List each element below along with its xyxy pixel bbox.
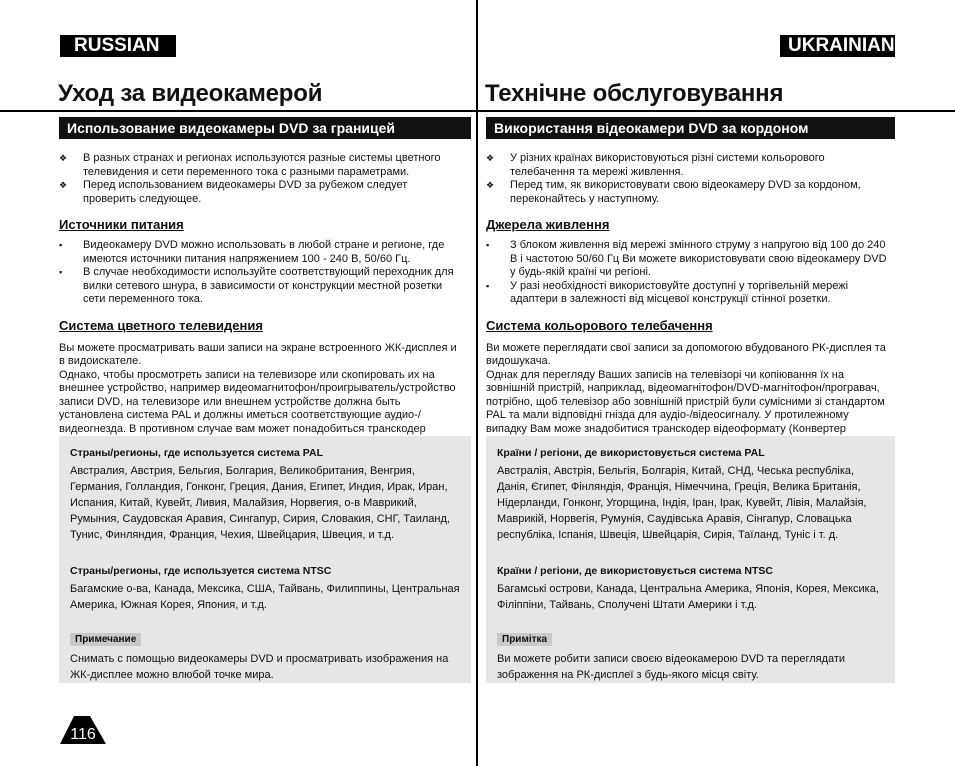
center-divider <box>476 0 478 766</box>
power-text: В случае необходимости используйте соответствующий переходник для вилки сетевого шнура, в зависимости от конструкции местной розетки сети переменного тока. <box>83 266 454 305</box>
section-heading-ukrainian: Використання відеокамери DVD за кордоном <box>486 117 895 139</box>
note-label: Примечание <box>70 633 141 646</box>
power-item <box>59 266 463 307</box>
tv-system-heading: Система цветного телевидения <box>59 317 263 333</box>
square-bullet-icon: ▪ <box>59 267 63 277</box>
intro-text: В разных странах и регионах используются разные системы цветного телевидения и сети переменного тока с разными параметрами. <box>83 152 441 178</box>
intro-item <box>486 179 892 206</box>
ntsc-countries: Багамські острови, Канада, Центральна Америка, Японія, Корея, Мексика, Філіппіни, Тайвань, Сполучені Штати Америки і т.д. <box>497 583 879 611</box>
diamond-bullet-icon: ❖ <box>486 153 495 163</box>
right-title-rule <box>478 110 955 112</box>
tv-paragraph-1: Вы можете просматривать ваши записи на экране встроенного ЖК-дисплея и в видоискателе. <box>59 341 457 367</box>
square-bullet-icon: ▪ <box>486 280 490 291</box>
tv-paragraph-2: Однак для перегляду Ваших записів на телевізорі чи копіювання їх на зовнішній пристрій, наприклад, відеомагнітофон/DVD-магнітофон/програвач, потрібно, щоб телевізор або зовнішній пристрій були сумісними зі стандартом PAL та мали відповідні гнізда для аудіо-/відеосигналу. У протилежному випадку Вам може знадобитися транскодер відеоформату (Конвертер <box>486 368 885 435</box>
section-heading-russian: Использование видеокамеры DVD за границей <box>59 117 471 139</box>
square-bullet-icon: ▪ <box>486 240 490 250</box>
note-label: Примітка <box>497 633 552 646</box>
note-text: Ви можете робити записи своєю відеокамерою DVD та переглядати зображення на РК-дисплеї з будь-якого місця світу. <box>497 653 846 681</box>
ntsc-countries: Багамские о-ва, Канада, Мексика, США, Тайвань, Филиппины, Центральная Америка, Южная Корея, Япония, и т.д. <box>70 583 460 611</box>
language-label-ukrainian: UKRAINIAN <box>780 35 895 57</box>
intro-text: У різних країнах використовуються різні системи кольорового телебачення та мережі живлення. <box>510 152 825 178</box>
page-number-badge <box>60 716 106 744</box>
intro-text: Перед тим, як використовувати свою відеокамеру DVD за кордоном, переконайтесь у наступному. <box>510 179 861 205</box>
ntsc-heading: Страны/регионы, где используется система NTSC <box>70 565 332 577</box>
power-heading: Джерела живлення <box>486 217 610 232</box>
page-title-russian: Уход за видеокамерой <box>58 80 323 107</box>
left-title-rule <box>0 110 476 112</box>
note-text: Снимать с помощью видеокамеры DVD и просматривать изображения на ЖК-дисплее можно влюбой точке мира. <box>70 653 449 681</box>
power-text: З блоком живлення від мережі змінного струму з напругою від 100 до 240 В і частотою 50/60 Гц Ви можете використовувати свою відеокамеру DVD у будь-якій країні чи регіоні. <box>510 239 887 278</box>
intro-item <box>59 152 463 179</box>
power-text: Видеокамеру DVD можно использовать в любой стране и регионе, где имеются источники питания напряжением 100 - 240 В, 50/60 Гц. <box>83 239 445 265</box>
tv-paragraph-2: Однако, чтобы просмотреть записи на телевизоре или скопировать их на внешнее устройство, например видеомагнитофон/проигрыватель/устройство записи DVD, на телевизоре или внешнем устройстве должна быть установлена система PAL и должны иметься соответствующие аудио-/видеогнезда. В противном случае вам может понадобиться транскодер <box>59 368 456 435</box>
diamond-bullet-icon: ❖ <box>59 180 68 190</box>
pal-countries: Австралія, Австрія, Бельгія, Болгарія, Китай, СНД, Чеська республіка, Данія, Єгипет, Фінляндія, Франція, Німеччина, Греція, Велика Британія, Нідерланди, Гонконг, Угорщина, Індія, Іран, Ірак, Кувейт, Лівія, Малайзія, Маврикій, Норвегія, Румунія, Саудівська Аравія, Сінгапур, Словацька республіка, Іспанія, Швеція, Швейцарія, Сирія, Таїланд, Туніс і т. д. <box>497 465 867 541</box>
language-label-russian: RUSSIAN <box>60 35 176 57</box>
square-bullet-icon: ▪ <box>59 240 63 250</box>
diamond-bullet-icon: ❖ <box>59 153 68 163</box>
power-item <box>59 239 463 266</box>
countries-box-ukrainian <box>486 436 895 683</box>
power-item <box>486 280 892 307</box>
diamond-bullet-icon: ❖ <box>486 180 495 190</box>
intro-item <box>486 152 892 179</box>
tv-paragraph-1: Ви можете переглядати свої записи за допомогою вбудованого РК-дисплея та видошукача. <box>486 341 886 367</box>
ntsc-heading: Країни / регіони, де використовується система NTSC <box>497 565 773 577</box>
pal-countries: Австралия, Австрия, Бельгия, Болгария, Великобритания, Венгрия, Германия, Голландия, Гонконг, Греция, Дания, Египет, Индия, Ирак, Иран, Испания, Китай, Кувейт, Ливия, Малайзия, Норвегия, о-в Маврикий, Румыния, Саудовская Аравия, Сингапур, Сирия, Словакия, СНГ, Таиланд, Тунис, Финляндия, Франция, Чехия, Швейцария, Швеция, и т.д. <box>70 465 450 541</box>
power-text: У разі необхідності використовуйте доступні у торгівельній мережі адаптери в залежності від місцевої конструкції стінної розетки. <box>510 279 849 305</box>
intro-text: Перед использованием видеокамеры DVD за рубежом следует проверить следующее. <box>83 179 408 205</box>
pal-heading: Країни / регіони, де використовується система PAL <box>497 447 765 459</box>
pal-heading: Страны/регионы, где используется система PAL <box>70 447 323 459</box>
intro-item <box>59 179 463 206</box>
power-heading: Источники питания <box>59 217 184 232</box>
power-item <box>486 239 892 280</box>
content-ukrainian <box>486 152 892 450</box>
content-russian <box>59 152 463 450</box>
page-number: 116 <box>70 726 96 743</box>
countries-box-russian <box>59 436 471 683</box>
tv-system-heading: Система кольорового телебачення <box>486 317 713 333</box>
page-title-ukrainian: Технічне обслуговування <box>485 80 784 107</box>
